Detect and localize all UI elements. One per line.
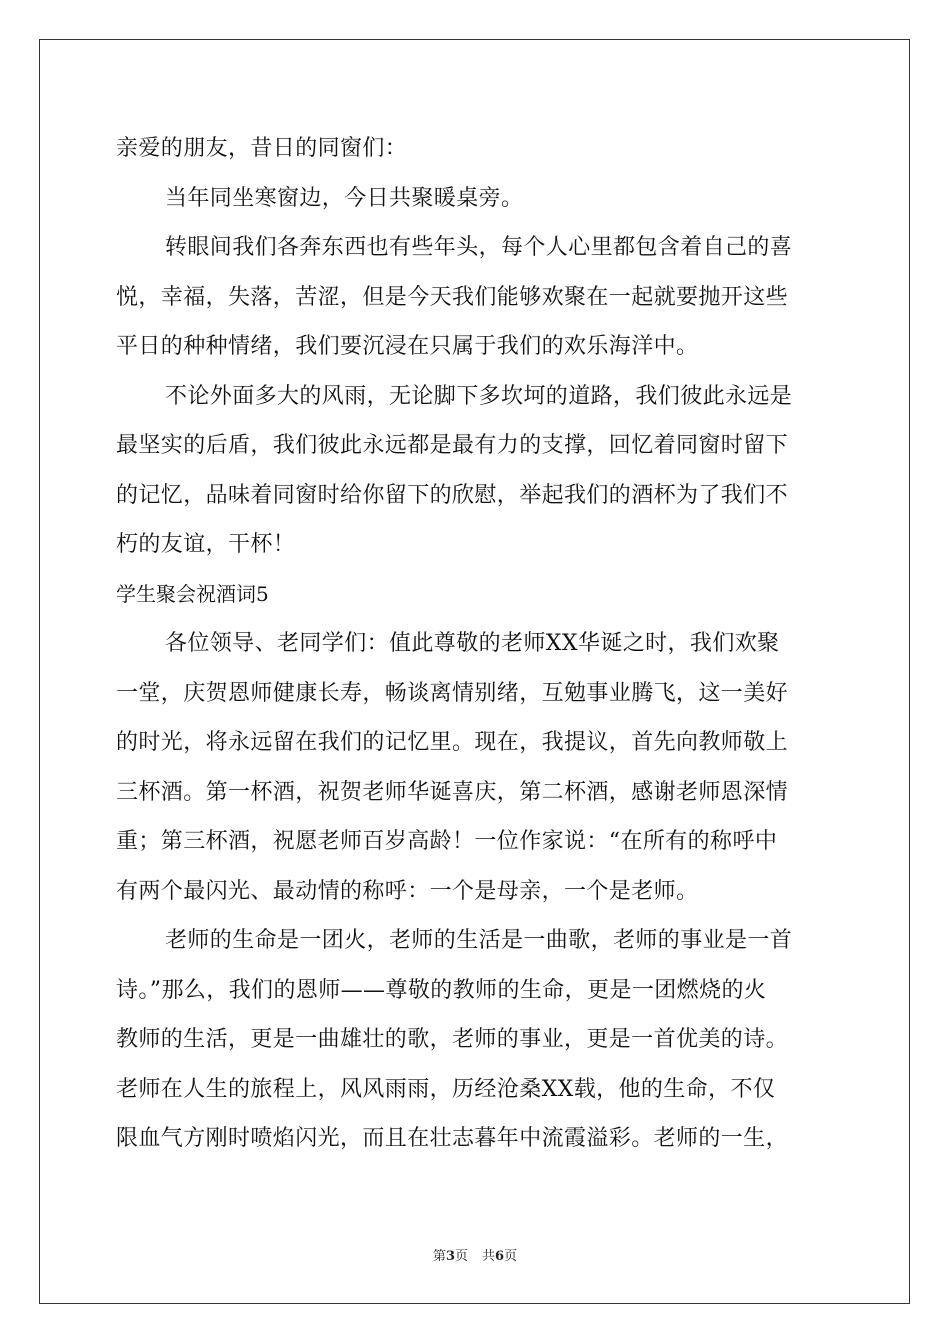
paragraph-line: 一堂，庆贺恩师健康长寿，畅谈离情别绪，互勉事业腾飞，这一美好 [116,680,789,706]
paragraph-line: 老师在人生的旅程上，风风雨雨，历经沧桑XX载，他的生命，不仅 [116,1076,776,1102]
paragraph-line: 亲爱的朋友，昔日的同窗们： [116,136,408,161]
paragraph-line: 的时光，将永远留在我们的记忆里。现在，我提议，首先向教师敬上 [116,730,789,755]
paragraph-line: 不论外面多大的风雨，无论脚下多坎坷的道路，我们彼此永远是 [165,383,793,409]
paragraph-line: 三杯酒。第一杯酒，祝贺老师华诞喜庆，第二杯酒，感谢老师恩深情 [116,779,789,805]
paragraph-line: 悦，幸福，失落，苦涩，但是今天我们能够欢聚在一起就要抛开这些 [116,284,789,310]
paragraph-line: 朽的友谊，干杯！ [116,532,296,557]
paragraph-line: 转眼间我们各奔东西也有些年头，每个人心里都包含着自己的喜 [165,235,793,260]
paragraph-line: 限血气方刚时喷焰闪光，而且在壮志暮年中流霞溢彩。老师的一生， [116,1126,789,1151]
paragraph-line: 诗。”那么，我们的恩师——尊敬的教师的生命，更是一团燃烧的火 [116,977,767,1003]
document-body [116,124,836,1164]
current-page-number: 3 [445,1249,455,1264]
total-page-count: 6 [495,1249,505,1264]
paragraph-line: 各位领导、老同学们：值此尊敬的老师XX华诞之时，我们欢聚 [165,631,780,656]
page-suffix: 页 [454,1249,468,1264]
paragraph-line: 重；第三杯酒，祝愿老师百岁高龄！一位作家说：“在所有的称呼中 [116,829,778,854]
page-prefix: 第 [432,1249,446,1264]
page-footer [0,1245,950,1264]
paragraph-line: 教师的生活，更是一曲雄壮的歌，老师的事业，更是一首优美的诗。 [116,1027,789,1052]
paragraph-line: 有两个最闪光、最动情的称呼：一个是母亲，一个是老师。 [116,878,699,904]
paragraph-line: 当年同坐寒窗边，今日共聚暖桌旁。 [165,185,524,211]
paragraph-line: 老师的生命是一团火，老师的生活是一曲歌，老师的事业是一首 [165,928,793,953]
paragraph-line: 平日的种种情绪，我们要沉浸在只属于我们的欢乐海洋中。 [116,334,699,359]
paragraph-line: 的记忆，品味着同窗时给你留下的欣慰，举起我们的酒杯为了我们不 [116,482,789,508]
section-heading: 学生聚会祝酒词5 [116,581,269,606]
total-prefix: 共 [482,1249,496,1264]
total-suffix: 页 [504,1249,518,1264]
paragraph-line: 最坚实的后盾，我们彼此永远都是最有力的支撑，回忆着同窗时留下 [116,433,789,458]
